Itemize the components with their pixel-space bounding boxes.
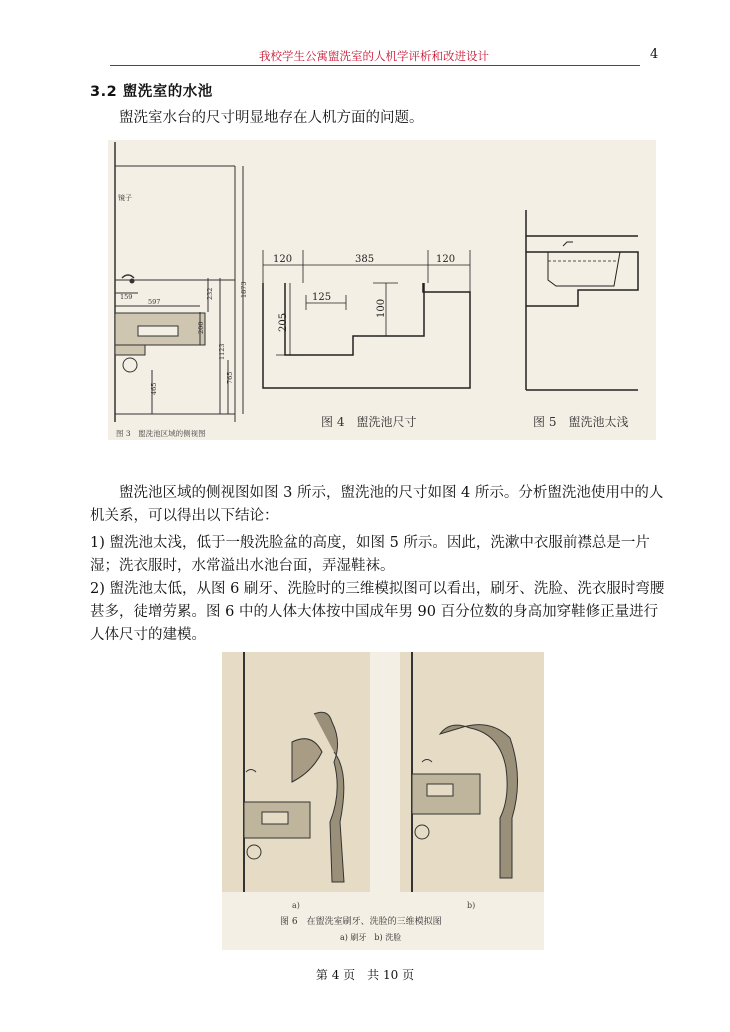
figure-4-dim-inner-w: 125	[312, 292, 332, 303]
paragraph-conclusion-1: 1) 盥洗池太浅，低于一般洗脸盆的高度，如图 5 所示。因此，洗漱中衣服前襟总是一片湿；洗衣服时，水常溢出水池台面，弄湿鞋袜。	[90, 535, 650, 574]
figure-3-dim-1873: 1873	[240, 281, 248, 298]
figure-3-4-5-panel	[108, 140, 656, 440]
figure-6b-photo	[400, 652, 544, 892]
paragraph-conclusion-2: 2) 盥洗池太低，从图 6 刷牙、洗脸时的三维模拟图可以看出，刷牙、洗脸、洗衣服时弯腰甚多，徒增劳累。图 6 中的人体大体按中国成年男 90 百分位数的身高加穿鞋修正量进行人体尺寸的建模。	[90, 581, 665, 643]
figure-3-dim-159: 159	[120, 293, 133, 301]
section-title: 3.2 盥洗室的水池	[90, 84, 213, 100]
figure-3-side-view	[115, 142, 243, 422]
figure-4-dim-inner-h: 100	[376, 298, 387, 318]
figure-3-dim-232: 232	[206, 287, 214, 300]
running-header-title: 我校学生公寓盥洗室的人机学评析和改进设计	[259, 49, 489, 63]
figure-6-caption: 图 6 在盥洗室刷牙、洗脸的三维模拟图	[280, 917, 442, 927]
figure-4-dim-top-left: 120	[273, 254, 293, 265]
figure-6-drawing	[222, 652, 544, 950]
figure-3-4-5-drawing	[108, 140, 656, 440]
figure-3-dim-465: 465	[150, 382, 158, 395]
figure-4-basin-dimensions	[263, 250, 470, 388]
figure-4-dim-top-mid: 385	[355, 254, 375, 265]
paragraph-analysis: 盥洗池区域的侧视图如图 3 所示，盥洗池的尺寸如图 4 所示。分析盥洗池使用中的人机关系，可以得出以下结论：	[90, 485, 664, 524]
header-page-number: 4	[650, 47, 659, 62]
figure-6-subcaption: a) 刷牙 b) 洗脸	[340, 933, 402, 942]
figure-5-caption: 图 5 盥洗池太浅	[533, 415, 629, 429]
page-footer: 第 4 页 共 10 页	[315, 968, 415, 982]
figure-3-caption: 图 3 盥洗池区域的侧视图	[116, 429, 206, 438]
figure-4-dim-left-h: 205	[278, 312, 289, 332]
figure-3-dim-1123: 1123	[218, 343, 226, 360]
intro-paragraph: 盥洗室水台的尺寸明显地存在人机方面的问题。	[119, 110, 424, 126]
figure-3-dim-597: 597	[148, 298, 161, 306]
figure-3-dim-765: 765	[226, 371, 234, 384]
figure-4-caption: 图 4 盥洗池尺寸	[321, 415, 417, 429]
figure-6-label-b: b)	[467, 901, 476, 910]
figure-4-dim-top-right: 120	[436, 254, 456, 265]
header-rule	[110, 65, 640, 66]
figure-6-label-a: a)	[292, 901, 300, 910]
figure-5-shallow-basin	[526, 210, 638, 390]
figure-6-panel	[222, 652, 544, 950]
figure-3-mirror-label: 镜子	[118, 194, 132, 202]
figure-3-dim-200: 200	[197, 321, 205, 334]
